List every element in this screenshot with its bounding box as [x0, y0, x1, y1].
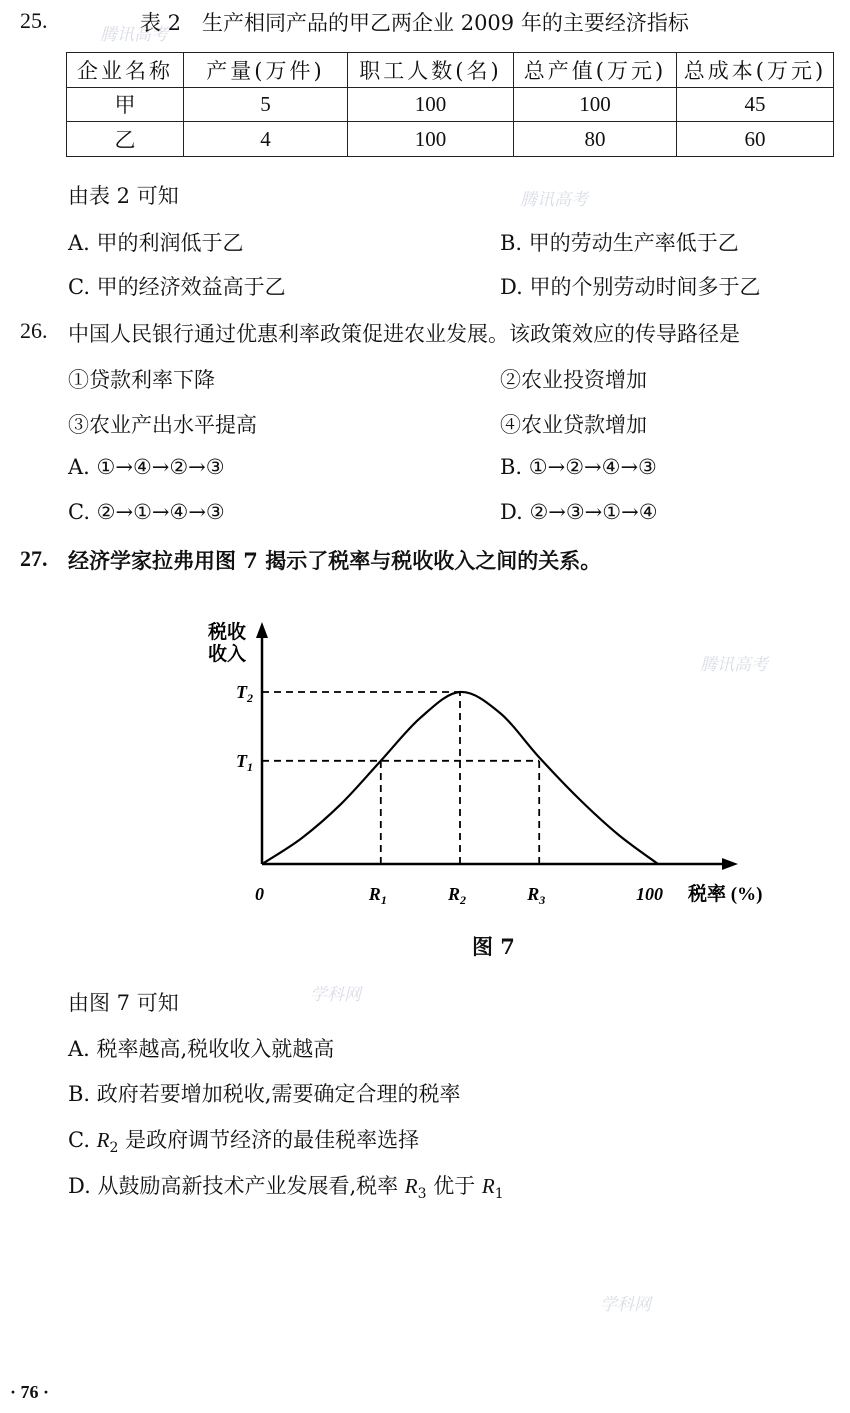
- question-number: 26.: [20, 318, 48, 343]
- y-tick-label: $T_2$: [236, 682, 253, 705]
- table-row: [67, 87, 834, 122]
- y-axis-arrow: [256, 622, 268, 638]
- option-a: A. 甲的利润低于乙: [68, 231, 244, 255]
- option-a: A. ①→④→②→③: [68, 455, 225, 479]
- option-b: B. ①→②→④→③: [500, 455, 657, 479]
- option-text: 是政府调节经济的最佳税率选择: [118, 1128, 420, 1152]
- option-text: C.: [68, 1128, 97, 1152]
- table-cell: 4: [184, 122, 348, 157]
- table-cell: 5: [184, 87, 348, 122]
- table-header-cell: 总产值(万元): [514, 53, 677, 88]
- table-cell: 乙: [67, 122, 184, 157]
- option-a: A. 税率越高,税收收入就越高: [68, 1037, 335, 1061]
- page-number: · 76 ·: [10, 1382, 50, 1402]
- table-header-cell: 总成本(万元): [677, 53, 834, 88]
- option-c: C. 甲的经济效益高于乙: [68, 275, 286, 299]
- option-c: [68, 1124, 419, 1156]
- y-axis-label: 收入: [208, 644, 247, 665]
- table-cell: 60: [677, 122, 834, 157]
- option-b: B. 甲的劳动生产率低于乙: [500, 231, 739, 255]
- option-d: D. ②→③→①→④: [500, 500, 658, 524]
- subscript: 3: [417, 1186, 427, 1203]
- question-stem: 中国人民银行通过优惠利率政策促进农业发展。该政策效应的传导路径是: [68, 322, 740, 346]
- watermark: 腾讯高考: [520, 190, 588, 209]
- watermark: 腾讯高考: [700, 655, 768, 674]
- origin-label: 0: [255, 884, 264, 904]
- watermark: 腾讯高考: [100, 25, 168, 44]
- variable: R: [96, 1128, 110, 1152]
- question-stem: 由表 2 可知: [68, 184, 179, 208]
- choice-item: ②农业投资增加: [500, 368, 647, 392]
- y-tick-label: $T_1$: [236, 750, 253, 774]
- question-number: 27.: [20, 546, 48, 571]
- table-cell: 100: [348, 122, 514, 157]
- variable: R: [481, 1174, 495, 1198]
- table-row: [67, 122, 834, 157]
- choice-item: ①贷款利率下降: [68, 368, 215, 392]
- option-d: [68, 1170, 504, 1202]
- variable: R: [404, 1174, 418, 1198]
- option-text: D. 从鼓励高新技术产业发展看,税率: [68, 1174, 405, 1198]
- table-cell: 100: [514, 87, 677, 122]
- choice-item: ④农业贷款增加: [500, 413, 647, 437]
- table-cell: 100: [348, 87, 514, 122]
- x-axis-label: 税率 (%): [688, 884, 763, 905]
- x-end-label: 100: [636, 884, 663, 904]
- x-axis-arrow: [722, 858, 738, 870]
- option-b: B. 政府若要增加税收,需要确定合理的税率: [68, 1082, 461, 1106]
- watermark: 学科网: [600, 1295, 651, 1314]
- table-header-cell: 企业名称: [67, 53, 184, 88]
- table-cell: 80: [514, 122, 677, 157]
- y-axis-label: 税收: [208, 622, 247, 643]
- x-tick-label: $R_1$: [368, 884, 387, 907]
- question-stem: 由图 7 可知: [68, 991, 179, 1015]
- question-number: 25.: [20, 8, 48, 33]
- option-text: 优于: [426, 1174, 482, 1198]
- watermark: 学科网: [310, 985, 361, 1004]
- x-tick-label: $R_2$: [448, 884, 467, 907]
- indicator-table: [66, 52, 834, 157]
- option-c: C. ②→①→④→③: [68, 500, 225, 524]
- table-cell: 45: [677, 87, 834, 122]
- subscript: 2: [109, 1140, 119, 1157]
- table-header-cell: 职工人数(名): [348, 53, 514, 88]
- table-caption: 表 2 生产相同产品的甲乙两企业 2009 年的主要经济指标: [140, 11, 689, 35]
- choice-item: ③农业产出水平提高: [68, 413, 257, 437]
- question-stem: 经济学家拉弗用图 7 揭示了税率与税收收入之间的关系。: [68, 548, 602, 573]
- table-header-row: [67, 53, 834, 88]
- laffer-curve-chart: [0, 600, 850, 960]
- x-tick-label: $R_3$: [527, 884, 546, 907]
- subscript: 1: [494, 1186, 504, 1203]
- figure-caption: 图 7: [472, 934, 515, 959]
- table-cell: 甲: [67, 87, 184, 122]
- option-d: D. 甲的个别劳动时间多于乙: [500, 275, 761, 299]
- table-header-cell: 产量(万件): [184, 53, 348, 88]
